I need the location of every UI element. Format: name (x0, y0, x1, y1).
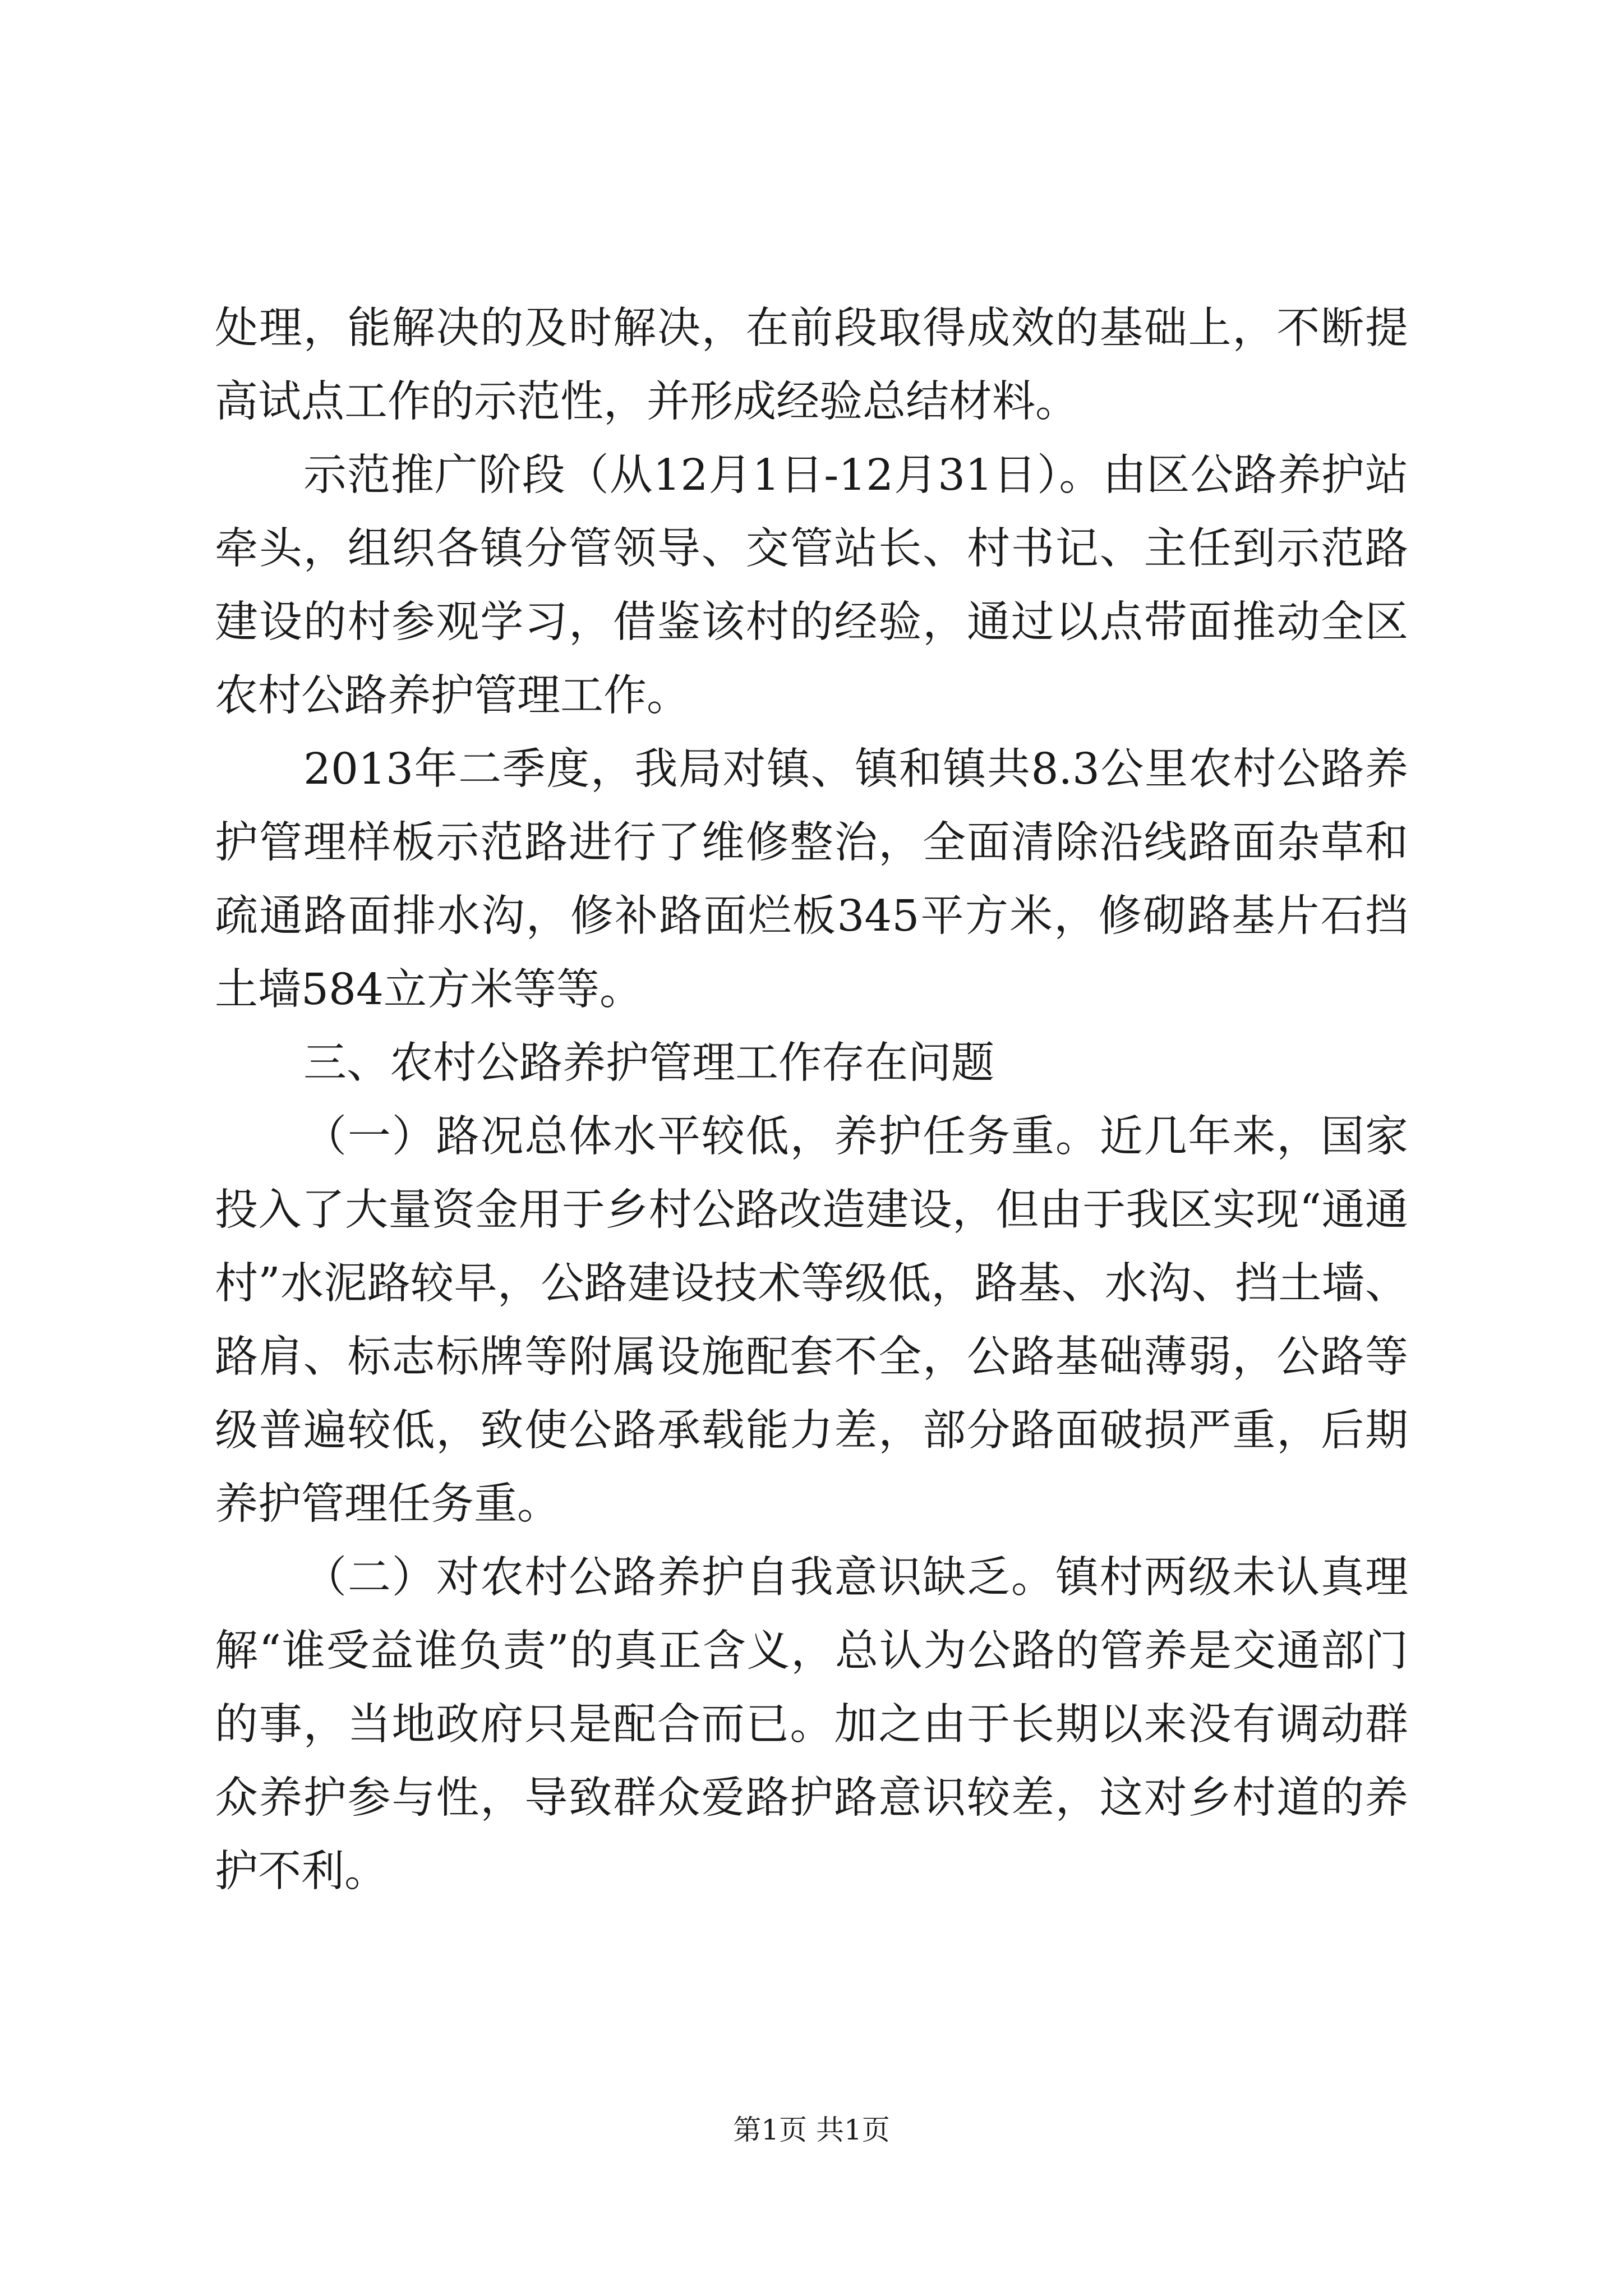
page-number-footer: 第1页 共1页 (733, 2114, 890, 2146)
document-body (215, 292, 1408, 1908)
paragraph-continuation: 处理，能解决的及时解决，在前段取得成效的基础上，不断提高试点工作的示范性，并形成经验总结材料。 (215, 303, 1408, 427)
paragraph-promotion-phase: 示范推广阶段（从12月1日-12月31日）。由区公路养护站牵头，组织各镇分管领导、交管站长、村书记、主任到示范路建设的村参观学习，借鉴该村的经验，通过以点带面推动全区农村公路养护管理工作。 (215, 450, 1408, 721)
section-heading-problems: 三、农村公路养护管理工作存在问题 (303, 1038, 994, 1088)
paragraph-problem-1: （一）路况总体水平较低，养护任务重。近几年来，国家投入了大量资金用于乡村公路改造建设，但由于我区实现“通通村”水泥路较早，公路建设技术等级低，路基、水沟、挡土墙、路肩、标志标牌等附属设施配套不全，公路基础薄弱，公路等级普遍较低，致使公路承载能力差，部分路面破损严重，后期养护管理任务重。 (215, 1112, 1408, 1529)
paragraph-2013-q2: 2013年二季度，我局对镇、镇和镇共8.3公里农村公路养护管理样板示范路进行了维修整治，全面清除沿线路面杂草和疏通路面排水沟，修补路面烂板345平方米，修砌路基片石挡土墙584立方米等等。 (215, 744, 1408, 1015)
paragraph-problem-2: （二）对农村公路养护自我意识缺乏。镇村两级未认真理解“谁受益谁负责”的真正含义，总认为公路的管养是交通部门的事，当地政府只是配合而已。加之由于长期以来没有调动群众养护参与性，导致群众爱路护路意识较差，这对乡村道的养护不利。 (215, 1553, 1408, 1897)
